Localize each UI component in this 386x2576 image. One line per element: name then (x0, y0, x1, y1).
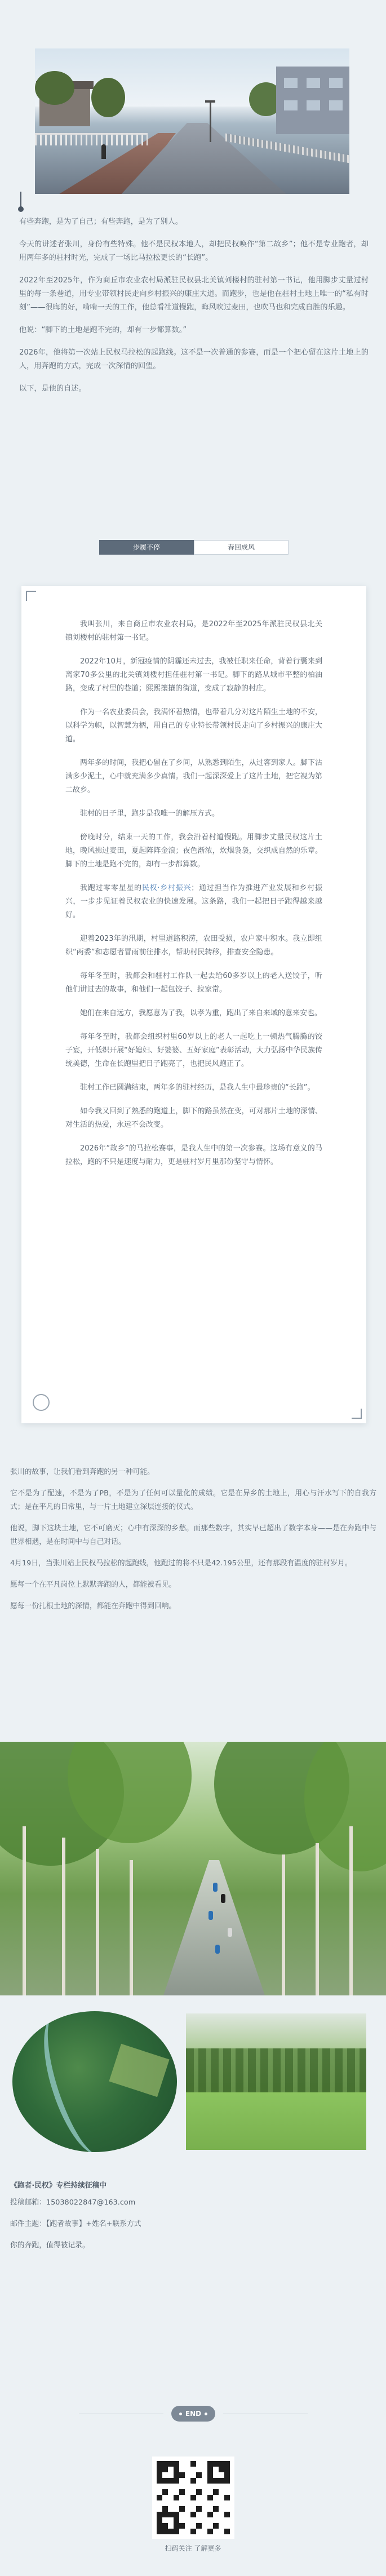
column-title: 《跑者·民权》专栏持续征稿中 (10, 2181, 107, 2190)
end-badge (171, 2406, 215, 2422)
tab-buluobuting[interactable]: 步履不停 (99, 540, 194, 555)
end-marker (0, 2406, 386, 2423)
story-paragraph: 两年多的时间，我把心留在了乡间，从熟悉到陌生，从过客到家人。脚下沾满多少泥土，心中就充满多少真情。我们一起深深爱上了这片土地，把它视为第二故乡。 (65, 759, 322, 794)
closing-line: 你的奔跑，值得被记录。 (10, 2241, 90, 2250)
story-paragraph: 她们在来自远方，我愿意为了我，以孝为重，跑出了来自来域的意来安也。 (80, 1009, 322, 1017)
section-tabs (99, 540, 289, 555)
story-paragraph: 驻村工作已圆满结束，两年多的驻村经历，是我人生中最珍贵的“长跑”。 (80, 1083, 315, 1092)
story-paragraph: 作为一名农业委员会，我满怀着热情，也带着几分对这片陌生土地的不安，以科学为帜，以智慧为柄，用自己的专业特长带领村民走向了乡村振兴的康庄大道。 (65, 708, 322, 743)
qr-pattern (157, 2461, 230, 2534)
link-suffix: ；通过担当作为推进产业发展和乡村振兴，一步步见证着民权农业的快速发展。这条路，我们一起把日子跑得越来越好。 (65, 884, 322, 919)
card-corner-decoration (352, 1409, 362, 1419)
intro-paragraph: 今天的讲述者张川，身份有些特殊。他不是民权本地人，却把民权唤作“第二故乡”；他不是专业跑者，却用两年多的驻村时光，完成了一场比马拉松更长的“长跑”。 (19, 240, 369, 262)
story-paragraph: 2022年10月，新冠疫情的阴霾还未过去，我被任职来任命，背着行囊来到离家70多公里的北关镇刘楼村担任驻村第一书记。脚下的路从城市平整的柏油路，变成了村里的巷道；熙熙攘攘的街道，变成了寂静的村庄。 (65, 657, 322, 693)
outro-paragraph: 它不是为了配速，不是为了PB，不是为了任何可以量化的成绩。它是在异乡的土地上，用心与汗水写下的自我方式；是在平凡的日常里，与一片土地建立深层连接的仪式。 (10, 1489, 376, 1511)
story-card (21, 586, 366, 1423)
story-paragraph: 我叫张川，来自商丘市农业农村局，是2022年至2025年派驻民权县北关镇刘楼村的驻村第一书记。 (65, 620, 322, 642)
story-paragraph: 驻村的日子里，跑步是我唯一的解压方式。 (80, 809, 220, 818)
decorative-dot (18, 206, 24, 212)
outro-paragraph: 愿每一个在平凡岗位上默默奔跑的人，都能被看见。 (10, 1581, 176, 1589)
link-prefix: 我跑过零零星星的 (80, 884, 142, 892)
story-link[interactable]: 民权·乡村振兴 (141, 884, 192, 892)
submission-info (10, 2179, 371, 2260)
story-paragraph: 傍晚时分，结束一天的工作，我会沿着村道慢跑。用脚步丈量民权这片土地，晚风拂过麦田，夏起阵阵金浪；夜色渐浓，炊烟袅袅，交织成自然的乐章。脚下的土地是跑不完的，却有一步都算数。 (65, 833, 322, 869)
subject-label: 邮件主题： (10, 2220, 46, 2228)
intro-paragraph: 以下，是他的自述。 (19, 384, 86, 393)
card-circle-decoration (33, 1394, 50, 1411)
outro-section (10, 1466, 376, 1621)
email-label: 投稿邮箱： (10, 2198, 46, 2207)
outro-paragraph: 张川的故事，让我们看到奔跑的另一种可能。 (10, 1468, 154, 1476)
village-road-photo (35, 48, 349, 194)
story-paragraph: 迎着2023年的汛期，村里道路积涝，农田受损，农户家中积水。我立即组织“两委”和志愿者冒雨前往排水，帮助村民转移，排查安全隐患。 (65, 935, 322, 957)
qr-caption: 扫码关注 了解更多 (165, 2544, 221, 2552)
outro-paragraph: 愿每一份扎根土地的深情，都能在奔跑中得到回响。 (10, 1602, 176, 1610)
tab-chunhuichengfeng[interactable]: 春回成风 (194, 540, 289, 555)
subject-row (10, 2218, 371, 2231)
email-row (10, 2196, 371, 2210)
card-corner-decoration (26, 591, 36, 601)
story-paragraph: 2026年“故乡”的马拉松赛事，是我人生中的第一次参赛。这场有意义的马拉松，跑的不只是速度与耐力，更是驻村岁月里那份坚守与情怀。 (65, 1144, 322, 1166)
tree-field-photo (186, 2013, 366, 2150)
intro-section (19, 215, 369, 405)
forest-road-photo (0, 1742, 386, 1995)
story-paragraph: 每年冬至时，我都会和驻村工作队一起去给60多岁以上的老人送饺子，听他们讲过去的故事，和他们一起包饺子、拉家常。 (65, 972, 322, 994)
intro-paragraph: 2022年至2025年，作为商丘市农业农村局派驻民权县北关镇刘楼村的驻村第一书记，他用脚步丈量过村里的每一条巷道，用专业带领村民走向乡村振兴的康庄大道。而跑步，也是他在驻村土地上唯一的“私有时刻”——很晦的好，啃啃一天的工作，他总看社道慢跑，晦风吹过麦田，也吹马也和完成自胜的乐趣。 (19, 276, 369, 312)
intro-paragraph: 他说：“脚下的土地是跑不完的，却有一步都算数。” (19, 326, 187, 334)
aerial-forest-photo (12, 2011, 177, 2152)
story-paragraph: 每年冬至时，我都会组织村里60岁以上的老人一起吃上一顿热气腾腾的饺子宴，开低织开展“好媳妇、好婆婆、五好家庭”表彰活动，大力弘扬中华民族传统美德，生命在长跑里把日子跑亮了，也把民风跑正了。 (65, 1033, 322, 1068)
story-text (65, 618, 322, 1179)
story-paragraph: 如今我又回到了熟悉的跑道上，脚下的路虽然在变，可对那片土地的深情、对生活的热爱，永远不会改变。 (65, 1107, 322, 1129)
end-label: END (185, 2410, 202, 2418)
qr-code[interactable] (152, 2457, 234, 2539)
intro-paragraph: 2026年，他将第一次站上民权马拉松的起跑线。这不是一次普通的参赛，而是一个把心留在这片土地上的人，用奔跑的方式，完成一次深情的回望。 (19, 348, 369, 370)
intro-label: 有些奔跑，是为了自己；有些奔跑，是为了别人。 (19, 218, 183, 226)
email-address[interactable]: 15038022847@163.com (46, 2198, 136, 2207)
subject-format: 【跑者故事】+姓名+联系方式 (46, 2220, 141, 2228)
outro-paragraph: 他说，脚下这块土地，它不可磨灭；心中有深深的乡愁。而那些数字，其实早已超出了数字本身——是在奔跑中与世界相遇，是在时间中与自己对话。 (10, 1524, 376, 1546)
story-paragraph-with-link (65, 882, 322, 922)
outro-paragraph: 4月19日，当张川站上民权马拉松的起跑线，他跑过的将不只是42.195公里，还有那段有温度的驻村岁月。 (10, 1559, 352, 1568)
